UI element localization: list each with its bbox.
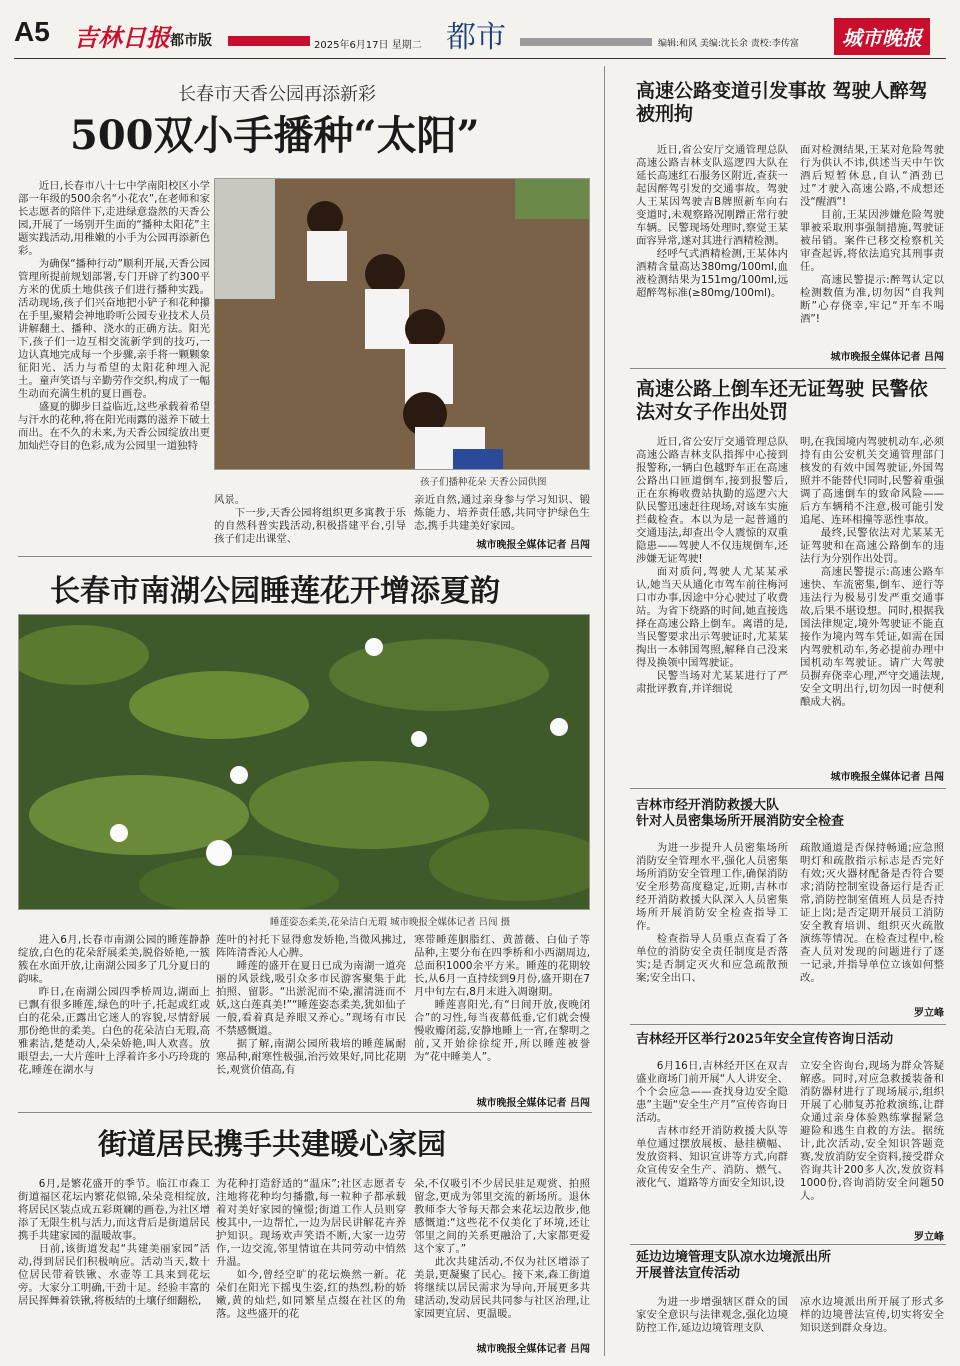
right2-headline: 高速公路上倒车还无证驾驶 民警依法对女子作出处罚 — [636, 378, 928, 423]
right4-byline: 罗立峰 — [914, 1232, 944, 1243]
article1-divider — [18, 556, 592, 557]
article2-divider — [18, 1112, 592, 1113]
article2-column1: 进入6月,长春市南湖公园的睡莲静静绽放,白色的花朵舒展柔美,脱俗娇艳,一簇簇在水面开放,让南湖公园多了几分夏日的韵味。 昨日,在南湖公园四季桥周边,湖面上已飘有很多睡莲,绿色的叶子,托起或红或白的花朵,正露出它迷人的容貌,尽情舒展那份绝世的柔美。白色的花朵洁白无瑕,高雅素洁,楚楚动人,朵朵娇艳,叫人欢喜。放眼望去,一大片莲叶上浮着许多小巧玲珑的花,睡莲在湖水与 — [18, 934, 210, 1076]
article2-headline: 长春市南湖公园睡莲花开增添夏韵 — [50, 574, 500, 609]
editor-credits: 编辑:和风 美编:沈长余 责校:李传富 — [658, 39, 799, 49]
right4-headline: 吉林经开区举行2025年安全宣传咨询日活动 — [636, 1032, 894, 1047]
right4-divider — [630, 1244, 946, 1245]
right3-column2: 疏散通道是否保持畅通;应急照明灯和疏散指示标志是否完好有效;灭火器材配备是否符合要求;消防控制室设备运行是否正常,消防控制室值班人员是否持证上岗;是否定期开展员工消防安全教育培训、组织灭火疏散演练等情况。在检查过程中,检查人员对发现的问题进行了逐一记录,并指导单位立该如何整改。 — [800, 842, 944, 984]
water-lily-image — [19, 615, 590, 910]
right5-headline: 延边边境管理支队凉水边境派出所 开展普法宣传活动 — [636, 1250, 832, 1281]
right5-column2: 凉水边境派出所开展了形式多样的边境普法宣传,切实将安全知识送到群众身边。 — [800, 1296, 944, 1334]
right5-column1: 为进一步增强辖区群众的国家安全意识与法律观念,强化边境防控工作,延边边境管理支队 — [636, 1296, 788, 1334]
section-title: 都市 — [446, 20, 506, 55]
article3-column2: 为花种打造舒适的“温床”;社区志愿者专注地将花种均匀播撒,每一粒种子都承载着对美好家园的憧憬;街道工作人员则穿梭其中,一边帮忙,一边为居民讲解花卉养护知识。现场欢声笑语不断,大家一边劳作,一边交流,邻里情谊在共同劳动中悄然升温。 如今,曾经空旷的花坛焕然一新。花朵们在阳光下摇曳生姿,红的热烈,粉的娇嫩,黄的灿烂,如同繁星点缀在社区的角落。这些盛开的花 — [216, 1178, 406, 1320]
right1-byline: 城市晚报全媒体记者 吕闯 — [830, 352, 944, 363]
article3-column1: 6月,是繁花盛开的季节。临江市森工街道福区花坛内繁花似锦,朵朵竞相绽放,将居民区装点成五彩斑斓的画卷,为社区增添了无限生机与活力,而这背后是街道居民携手共建家园的温暖故事。 日前,该街道发起“共建美丽家园”活动,得到居民们积极响应。活动当天,数十位居民带着铁锹、水壶等工具来到花坛旁。大家分工明确,干劲十足。经验丰富的居民挥舞着铁锹,将板结的土壤仔细翻松, — [18, 1178, 210, 1307]
article1-byline: 城市晚报全媒体记者 吕闯 — [476, 540, 590, 551]
article3-byline: 城市晚报全媒体记者 吕闯 — [476, 1344, 590, 1355]
right1-column2: 面对检测结果,王某对危险驾驶行为供认不讳,供述当天中午饮酒后短暂休息,自认“酒劲已过”才驶入高速公路,不成想还没“醒酒”! 目前,王某因涉嫌危险驾驶罪被采取刑事强制措施,驾驶证被吊销。案件已移交检察机关审查起诉,将依法追究其刑事责任。 高速民警提示:醉驾认定以检测数值为准,切勿因“自我判断”心存侥幸,牢记“开车不喝酒”! — [800, 144, 944, 325]
right3-byline: 罗立峰 — [914, 1008, 944, 1019]
right1-headline: 高速公路变道引发事故 驾驶人醉驾被刑拘 — [636, 80, 928, 125]
page-header — [0, 0, 960, 56]
article1-subtitle: 长春市天香公园再添新彩 — [178, 84, 376, 105]
article2-column3: 寒带睡莲胭脂红、黄蔷薇、白仙子等品种,主要分布在四季桥和小西湖周边,总面积1000余平方米。睡莲的花期较长,从6月一直持续到9月份,盛开期在7月中旬左右,8月末进入凋谢期。 睡莲喜阳光,有“日间开放,夜晚闭合”的习性,每当夜幕低垂,它们就会慢慢收瓣闭蕊,安静地睡上一宵,在黎明之前,又开始徐徐绽开,所以睡莲被誉为“花中睡美人”。 — [414, 934, 590, 1063]
header-gray-bar — [520, 38, 652, 46]
right4-column2: 立安全咨询台,现场为群众答疑解惑。同时,对应急救援装备和消防器材进行了现场展示,组织开展了心肺复苏抢救演练,让群众通过亲身体验熟练掌握紧急避险和逃生自救的方法。据统计,此次活动,安全知识答题竞赛,发放消防安全资料,接受群众咨询共计200多人次,发放资料1000份,咨询消防安全问题50人。 — [800, 1060, 944, 1202]
article3-column3: 朵,不仅吸引不少居民驻足观赏、拍照留念,更成为邻里交流的新场所。退休教师李大爷每天都会来花坛边散步,他感慨道:“这些花不仅美化了环境,还让邻里之间的关系更融洽了,大家都更爱这个家了。” 此次共建活动,不仅为社区增添了美景,更凝聚了民心。接下来,森工街道将继续以居民需求为导向,开展更多共建活动,发动居民共同参与社区治理,让家园更宜居、更温暖。 — [414, 1178, 590, 1320]
article2-byline: 城市晚报全媒体记者 吕闯 — [476, 1098, 590, 1109]
article2-photo — [18, 614, 590, 910]
column-divider — [604, 66, 605, 1356]
right2-column1: 近日,省公安厅交通管理总队高速公路吉林支队指挥中心接到报警称,一辆白色越野车正在高速公路出口匝道倒车,接到报警后,正在东梅收费站执勤的巡逻六大队民警迅速赶往现场,对该车实施拦截检查。本以为是一起普通的交通违法,却查出令人震惊的双重隐患——驾驶人不仅违规倒车,还涉嫌无证驾驶! 面对质问,驾驶人尤某某承认,她当天从通化市驾车前往梅河口市办事,因途中分心驶过了收费站。为省下绕路的时间,她直接选择在高速公路上倒车。离谱的是,当民警要求出示驾驶证时,尤某某掏出一本韩国驾照,解释自己没来得及换领中国驾驶证。 民警当场对尤某某进行了严肃批评教育,并详细说 — [636, 436, 788, 695]
article3-headline: 街道居民携手共建暖心家园 — [98, 1127, 447, 1161]
right3-divider — [630, 1024, 946, 1025]
article2-photo-caption: 睡莲姿态柔美,花朵洁白无瑕 城市晚报全媒体记者 吕闯 摄 — [270, 917, 511, 928]
brand-badge: 城市晚报 — [834, 18, 930, 55]
article1-column3: 亲近自然,通过亲身参与学习知识、锻炼能力、培养责任感,共同守护绿色生态,携手共建美好家园。 — [414, 494, 590, 532]
article1-column1: 近日,长春市八十七中学南阳校区小学部一年级的500余名“小花农”,在老师和家长志愿者的陪伴下,走进绿意盎然的天香公园,开展了一场别开生面的“播种太阳花”主题实践活动,用稚嫩的小手为公园再添新色彩。 为确保“播种行动”顺利开展,天香公园管理所提前规划部署,专门开辟了约300平方米的优质土地供孩子们进行播种实践。活动现场,孩子们兴奋地把小铲子和花种攥在手里,聚精会神地聆听公园专业技术人员讲解翻土、播种、浇水的正确方法。阳光下,孩子们一边互相交流新学到的技巧,一边认真地完成每一个步骤,亲手将一颗颗象征阳光、活力与希望的太阳花种埋入泥土。童声笑语与辛勤劳作交织,构成了一幅生动而充满生机的夏日画卷。 盛夏的脚步日益临近,这些承载着希望与汗水的花种,将在阳光雨露的滋养下破土而出。在不久的未来,为天香公园绽放出更加灿烂夺目的色彩,成为公园里一道独特 — [18, 180, 210, 452]
right1-divider — [630, 368, 946, 369]
right1-column1: 近日,省公安厅交通管理总队高速公路吉林支队巡逻四大队在延长高速红石服务区附近,查获一起因醉驾引发的交通事故。驾驶人王某因驾驶吉B牌照新车向右变道时,未观察路况刚蹭正常行驶车辆。民警现场处理时,察觉王某面容异常,遂对其进行酒精检测。 经呼气式酒精检测,王某体内酒精含量高达380mg/100ml,血液检测结果为151mg/100ml,远超醉驾标准(≥80mg/100ml)。 — [636, 144, 788, 299]
header-red-bar — [228, 36, 310, 46]
right3-headline: 吉林市经开消防救援大队 针对人员密集场所开展消防安全检查 — [636, 798, 845, 829]
right2-divider — [630, 788, 946, 789]
issue-date: 2025年6月17日 星期二 — [314, 40, 422, 51]
children-planting-image — [215, 179, 590, 470]
right4-column1: 6月16日,吉林经开区在双吉盛业商场门前开展“人人讲安全、个个会应急——查找身边安全隐患”主题“安全生产月”宣传咨询日活动。 吉林市经开消防救援大队等单位通过摆放展板、悬挂横幅、发放资料、知识宣讲等方式,向群众宣传安全生产、消防、燃气、液化气、道路等方面安全知识,设 — [636, 1060, 788, 1189]
right3-column1: 为进一步提升人员密集场所消防安全管理水平,强化人员密集场所消防安全管理工作,确保消防安全形势高度稳定,近期,吉林市经开消防救援大队深入人员密集场所开展消防安全检查指导工作。 检查指导人员重点查看了各单位的消防安全责任制度是否落实;是否制定灭火和应急疏散预案;安全出口、 — [636, 842, 788, 984]
edition-label: 都市版 — [170, 33, 212, 49]
article1-column2: 风景。 下一步,天香公园将组织更多寓教于乐的自然科普实践活动,积极搭建平台,引导孩子们走出课堂、 — [214, 494, 406, 545]
article1-photo — [214, 178, 590, 470]
article1-photo-caption: 孩子们播种花朵 天香公园供图 — [420, 477, 547, 488]
header-rule — [14, 58, 946, 59]
right2-byline: 城市晚报全媒体记者 吕闯 — [830, 772, 944, 783]
page-number: A5 — [14, 16, 50, 47]
right2-column2: 明,在我国境内驾驶机动车,必须持有由公安机关交通管理部门核发的有效中国驾驶证,外国驾照并不能替代!同时,民警着重强调了高速倒车的致命风险——后方车辆稍不注意,极可能引发追尾、连环相撞等恶性事故。 最终,民警依法对尤某某无证驾驶和在高速公路倒车的违法行为分别作出处罚。 高速民警提示:高速公路车速快、车流密集,倒车、逆行等违法行为极易引发严重交通事故,后果不堪设想。同时,根据我国法律规定,境外驾驶证不能直接作为境内驾车凭证,如需在国内驾驶机动车,务必提前办理中国机动车驾驶证。请广大驾驶员摒弃侥幸心理,严守交通法规,安全文明出行,切勿因一时便利酿成大祸。 — [800, 436, 944, 708]
newspaper-logo: 吉林日报 — [74, 23, 170, 52]
article2-column2: 莲叶的衬托下显得愈发娇艳,当微风拂过,阵阵清香沁人心脾。 睡莲的盛开在夏日已成为南湖一道亮丽的风景线,吸引众多市民游客聚集于此拍照、留影。“出淤泥而不染,濯清涟而不妖,这白莲真美!”“睡莲姿态柔美,犹如仙子一般,看着真是养眼又养心。”现场有市民不禁感慨道。 据了解,南湖公园所栽培的睡莲属耐寒品种,耐寒性极强,治污效果好,同比花期长,观赏价值高,有 — [216, 934, 406, 1076]
article1-headline: 500双小手播种“太阳” — [70, 112, 480, 159]
